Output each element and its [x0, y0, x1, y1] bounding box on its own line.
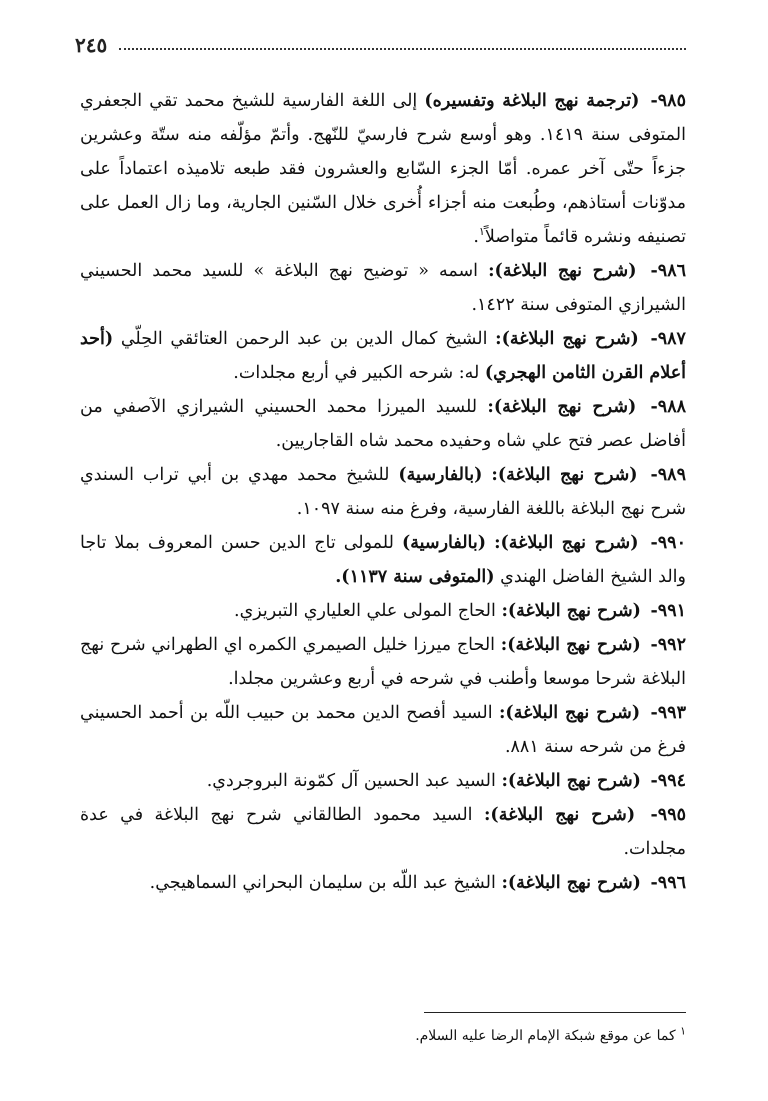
entry-title: (شرح نهج البلاغة):	[494, 533, 639, 553]
entry-992	[80, 628, 686, 696]
entry-parenthetical: (أحد أعلام القرن الثامن الهجري)	[80, 329, 686, 383]
entry-text: إلى اللغة الفارسية للشيخ محمد تقي الجعفري المتوفى سنة ١٤١٩. وهو أوسع شرح فارسيّ للنّهج. وأتمّ مؤلّفه منه ستّة وعشرين جزءاً حتّى آخر عمره. أمّا الجزء السّابع والعشرون فقد طبعه تلاميذه اعتماداً على مدوّنات أستاذهم، وطُبعت منه أجزاء أُخرى خلال السّنين الجارية، وما زال العمل على تصنيفه ونشره قائماً متواصلاً	[80, 91, 686, 247]
entry-994	[80, 764, 686, 798]
entry-title: (شرح نهج البلاغة):	[488, 261, 637, 281]
entry-suffix: .	[473, 227, 479, 247]
entry-text: للسيد الميرزا محمد الحسيني الشيرازي الآصفي من أفاضل عصر فتح علي شاه وحفيده محمد شاه القاجاريين.	[80, 397, 686, 451]
entry-number: ٩٩٣-	[650, 703, 686, 723]
entry-number: ٩٨٦-	[650, 261, 686, 281]
entry-990	[80, 526, 686, 594]
entry-number: ٩٨٧-	[650, 329, 686, 349]
entry-title: (شرح نهج البلاغة):	[501, 601, 641, 621]
entry-text: السيد عبد الحسين آل كمّونة البروجردي.	[206, 771, 496, 791]
entry-number: ٩٨٨-	[650, 397, 686, 417]
body-text	[80, 84, 686, 900]
entry-996	[80, 866, 686, 900]
entry-number: ٩٩٢-	[650, 635, 686, 655]
entry-number: ٩٩١-	[650, 601, 686, 621]
footnote	[300, 1026, 686, 1046]
entry-number: ٩٨٥-	[650, 91, 686, 111]
entry-986	[80, 254, 686, 322]
entry-parenthetical: (بالفارسية)	[398, 465, 483, 485]
entry-title: (شرح نهج البلاغة):	[501, 771, 641, 791]
entry-text-after: له: شرحه الكبير في أربع مجلدات.	[233, 363, 480, 383]
header-dotted-rule	[119, 48, 686, 50]
entry-number: ٩٩٠-	[650, 533, 686, 553]
entry-988	[80, 390, 686, 458]
page-number: ٢٤٥	[75, 33, 108, 57]
entry-989	[80, 458, 686, 526]
entry-title: (شرح نهج البلاغة):	[483, 805, 636, 825]
entry-995	[80, 798, 686, 866]
entry-text: السيد محمود الطالقاني شرح نهج البلاغة في عدة مجلدات.	[80, 805, 686, 859]
entry-991	[80, 594, 686, 628]
entry-text: الشيخ كمال الدين بن عبد الرحمن العتائقي الحِلّي	[120, 329, 488, 349]
entry-text: الشيخ عبد اللّه بن سليمان البحراني السماهيجي.	[149, 873, 496, 893]
entry-title: (ترجمة نهج البلاغة وتفسيره)	[424, 91, 640, 111]
page-header	[75, 32, 686, 58]
entry-title: (شرح نهج البلاغة):	[498, 703, 641, 723]
entry-title: (شرح نهج البلاغة):	[495, 329, 639, 349]
entry-parenthetical: (بالفارسية)	[401, 533, 487, 553]
footnote-number: ١	[680, 1024, 686, 1038]
entry-title: (شرح نهج البلاغة):	[487, 397, 637, 417]
footnote-text: كما عن موقع شبكة الإمام الرضا عليه السلام.	[415, 1028, 676, 1044]
entry-title: (شرح نهج البلاغة):	[491, 465, 638, 485]
entry-number: ٩٨٩-	[650, 465, 686, 485]
entry-parenthetical-2: (المتوفى سنة ١١٣٧).	[335, 567, 495, 587]
footnote-separator	[424, 1012, 686, 1013]
footnote-marker[interactable]: ١	[478, 225, 485, 239]
entry-number: ٩٩٥-	[650, 805, 686, 825]
entry-text: الحاج ميرزا خليل الصيمري الكمره اي الطهراني شرح نهج البلاغة شرحا موسعا وأطنب في شرحه في أربع وعشرين مجلدا.	[80, 635, 686, 689]
entry-number: ٩٩٤-	[650, 771, 686, 791]
entry-text: اسمه « توضيح نهج البلاغة » للسيد محمد الحسيني الشيرازي المتوفى سنة ١٤٢٢.	[80, 261, 686, 315]
entry-text: للشيخ محمد مهدي بن أبي تراب السندي شرح نهج البلاغة باللغة الفارسية، وفرغ منه سنة ١٠٩٧.	[80, 465, 686, 519]
entry-number: ٩٩٦-	[650, 873, 686, 893]
entry-text: السيد أفصح الدين محمد بن حبيب اللّه بن أحمد الحسيني فرغ من شرحه سنة ٨٨١.	[80, 703, 686, 757]
entry-993	[80, 696, 686, 764]
entry-text: للمولى تاج الدين حسن المعروف بملا تاجا والد الشيخ الفاضل الهندي	[80, 533, 686, 587]
entry-985	[80, 84, 686, 254]
entry-title: (شرح نهج البلاغة):	[501, 873, 641, 893]
entry-987	[80, 322, 686, 390]
entry-title: (شرح نهج البلاغة):	[500, 635, 641, 655]
entry-text: الحاج المولى علي العلياري التبريزي.	[234, 601, 496, 621]
